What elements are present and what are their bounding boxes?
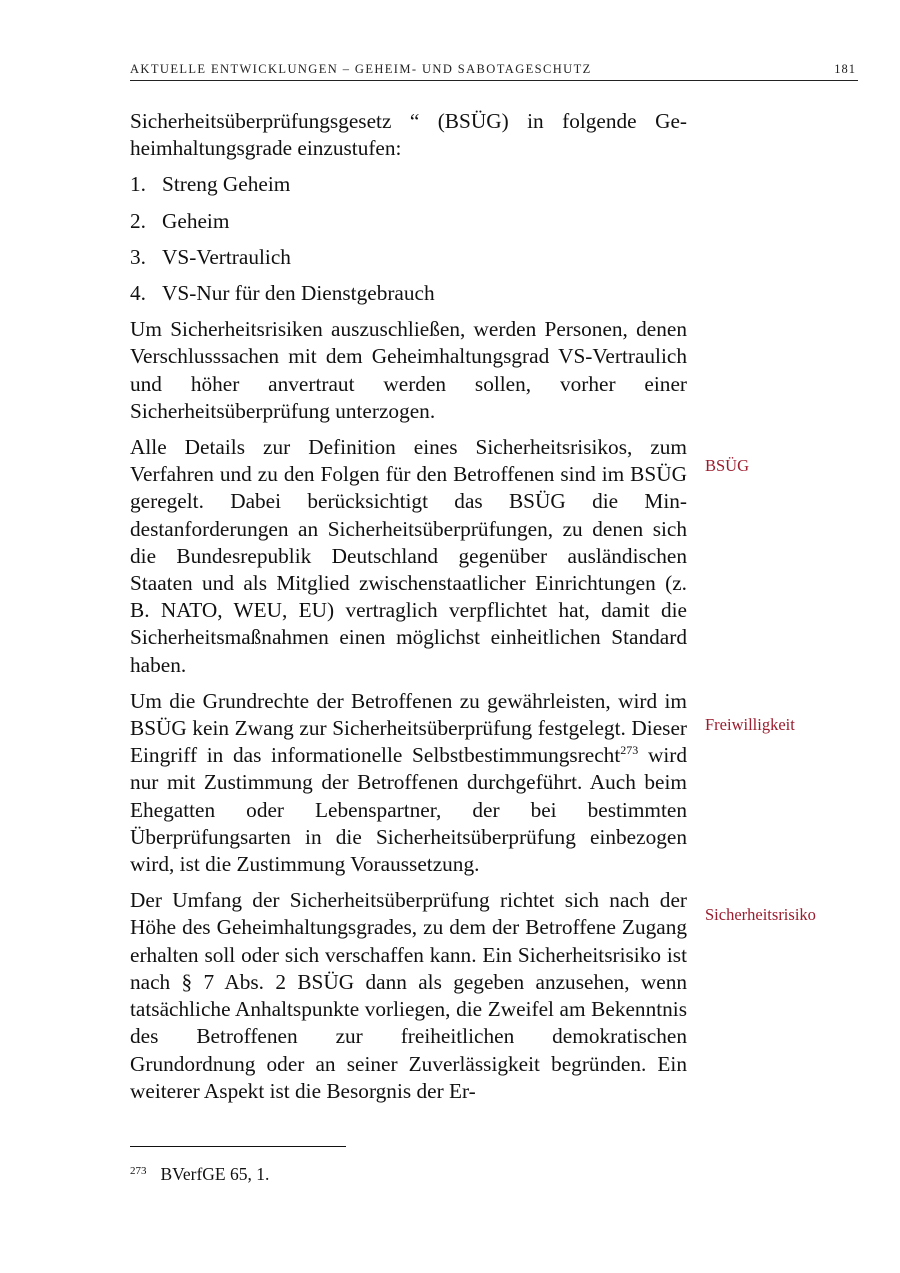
list-item-label: VS-Nur für den Dienstgebrauch bbox=[162, 281, 435, 306]
list-item-number: 3. bbox=[130, 244, 146, 269]
marginal-note-sicherheitsrisiko: Sicherheitsrisiko bbox=[705, 905, 816, 924]
list-item bbox=[130, 244, 687, 271]
running-title: AKTUELLE ENTWICKLUNGEN – GEHEIM- UND SABOTAGESCHUTZ bbox=[130, 62, 592, 76]
list-item-number: 4. bbox=[130, 281, 146, 306]
paragraph-bsueg-details: Alle Details zur Definition eines Sicherheitsrisikos, zum Verfahren und zu den Folgen für den Betroffenen sind im BSÜG geregelt. Dabei berücksichtigt das BSÜG die Mindestanforderungen an Sicherheitsüberprüfungen, zu denen sich die Bundesrepublik Deutschland gegenüber ausländischen Staaten und als Mitglied zwischenstaatlicher Einrichtungen (z. B. NATO, WEU, EU) vertraglich verpflichtet hat, damit die Sicherheitsmaßnahmen einen möglichst einheitlichen Standard haben. bbox=[130, 435, 687, 677]
paragraph-rights-text-a: Um die Grundrechte der Betroffenen zu gewährleisten, wird im BSÜG kein Zwang zur Sicherheitsüberprüfung festgelegt. Dieser Eingriff in das informationelle Selbstbestimmungsrecht bbox=[130, 688, 687, 768]
list-item bbox=[130, 280, 687, 307]
paragraph-scope: Der Umfang der Sicherheitsüberprüfung richtet sich nach der Höhe des Geheimhaltungsgrades, zu dem der Betroffene Zugang erhalten soll oder sich verschaffen kann. Ein Sicherheitsrisiko ist nach § 7 Abs. 2 BSÜG dann als gegeben anzusehen, wenn tatsächliche Anhaltspunkte vorliegen, die Zweifel am Bekenntnis des Betroffenen zur freiheitlichen demokratischen Grundordnung oder an seiner Zuverlässigkeit begründen. Ein weiterer Aspekt ist die Besorgnis der Er- bbox=[130, 888, 687, 1103]
paragraph-fundamental-rights bbox=[130, 688, 687, 878]
paragraph-security-risks: Um Sicherheitsrisiken auszuschließen, werden Personen, denen Verschlusssachen mit dem Geheimhaltungsgrad VS-Vertraulich und höher anvertraut werden sollen, vorher einer Sicherheitsüberprüfung unterzogen. bbox=[130, 317, 687, 423]
paragraph-rights-text-b: wird nur mit Zustimmung der Betroffenen durchgeführt. Auch beim Ehegatten oder Lebenspartner, der bei bestimmten Überprüfungsarten in die Sicherheitsüberprüfung einbezogen wird, ist die Zustimmung Voraussetzung. bbox=[130, 743, 687, 877]
running-header bbox=[130, 62, 858, 81]
list-item bbox=[130, 208, 687, 235]
footnote-divider bbox=[130, 1146, 346, 1147]
footnote-text: BVerfGE 65, 1. bbox=[160, 1164, 270, 1184]
list-item-number: 2. bbox=[130, 208, 146, 233]
footnote-number: 273 bbox=[130, 1165, 147, 1177]
footnote-reference[interactable]: 273 bbox=[620, 743, 639, 758]
intro-paragraph: Sicherheitsüberprüfungsgesetz “ (BSÜG) in folgende Geheimhaltungsgrade einzustufen: bbox=[130, 109, 687, 161]
classification-levels-list bbox=[130, 171, 687, 307]
page-number: 181 bbox=[834, 62, 856, 76]
list-item bbox=[130, 171, 687, 198]
list-item-label: Geheim bbox=[162, 208, 230, 233]
marginal-note-bsueg: BSÜG bbox=[705, 456, 750, 475]
list-item-label: Streng Geheim bbox=[162, 172, 291, 197]
list-item-label: VS-Vertraulich bbox=[162, 244, 291, 269]
marginal-note-freiwilligkeit: Freiwilligkeit bbox=[705, 715, 795, 734]
body-column bbox=[130, 108, 687, 1114]
list-item-number: 1. bbox=[130, 172, 146, 197]
footnote bbox=[130, 1163, 269, 1185]
